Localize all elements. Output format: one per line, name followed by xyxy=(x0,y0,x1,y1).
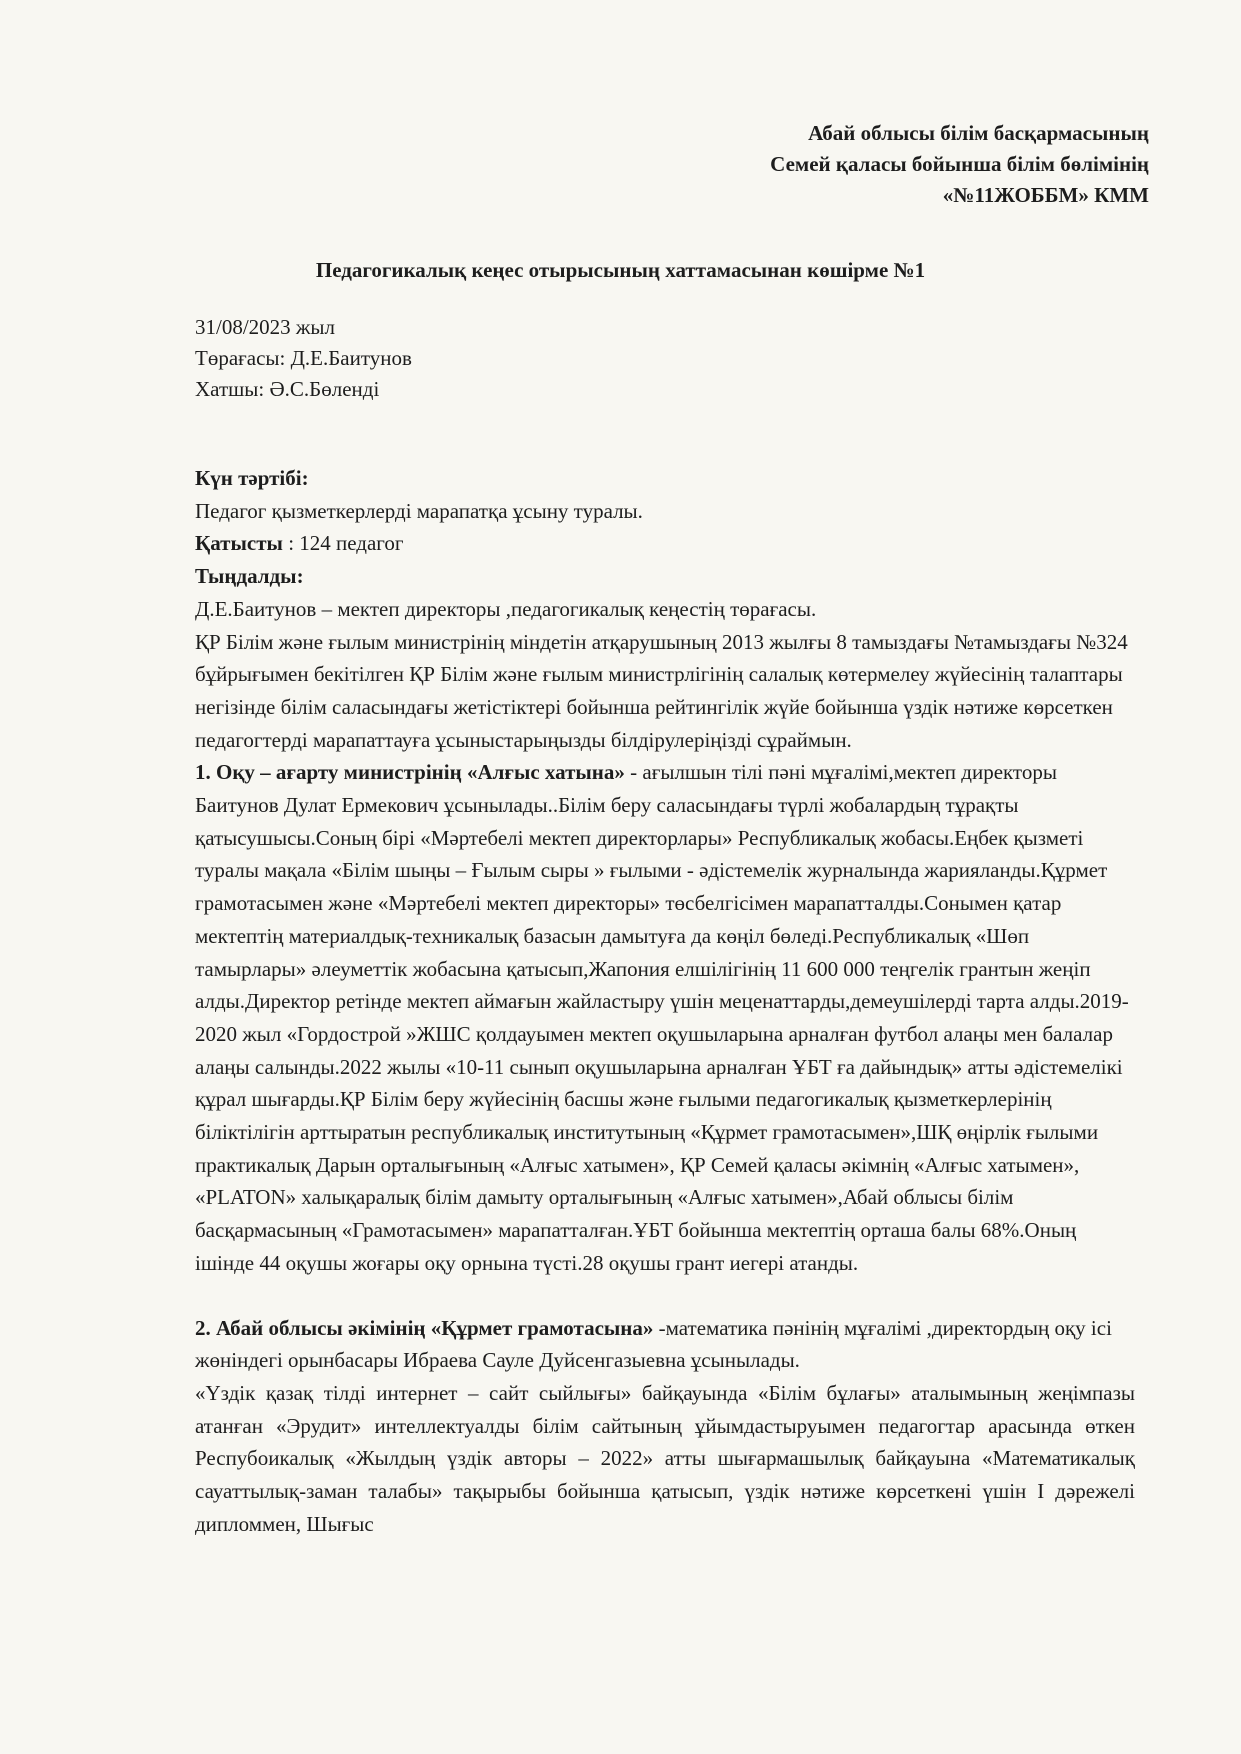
paragraph-gap xyxy=(195,1280,1135,1312)
meeting-secretary: Хатшы: Ә.С.Бөленді xyxy=(195,377,380,401)
award-item-1 xyxy=(195,756,1135,1279)
attendance-line xyxy=(195,527,1135,560)
attendance-label: Қатысты xyxy=(195,531,283,556)
award-item-2 xyxy=(195,1312,1135,1377)
protocol-body xyxy=(195,462,1135,1541)
award-item-2-lead: 2. Абай облысы әкімінің «Құрмет грамотасына» xyxy=(195,1315,654,1340)
attendance-text: : 124 педагог xyxy=(282,531,404,556)
award-item-1-text: - ағылшын тілі пәні мұғалімі,мектеп директоры Баитунов Дулат Ермекович ұсынылады..Білім беру саласындағы түрлі жобалардың тұрақты қатысушысы.Соның бірі «Мәртебелі мектеп директорлары» Республикалық жобасы.Еңбек қызметі туралы мақала «Білім шыңы – Ғылым сыры » ғылыми - әдістемелік журналында жарияланды.Құрмет грамотасымен және «Мәртебелі мектеп директоры» төсбелгісімен марапатталды.Сонымен қатар мектептің материалдық-техникалық базасын дамытуға да көңіл бөледі.Республикалық «Шөп тамырлары» әлеуметтік жобасына қатысып,Жапония елшілігінің 11 600 000 теңгелік грантын жеңіп алды.Директор ретінде мектеп аймағын жайластыру үшін меценаттарды,демеушілерді тарта алды.2019-2020 жыл «Гордострой »ЖШС қолдауымен мектеп оқушыларына арналған футбол алаңы мен балалар алаңы салынды.2022 жылы «10-11 сынып оқушыларына арналған ҰБТ ға дайындық» атты әдістемелікі құрал шығарды.ҚР Білім беру жүйесінің басшы және ғылыми педагогикалық қызметкерлерінің біліктілігін арттыратын республикалық институтының «Құрмет грамотасымен»,ШҚ өңірлік ғылыми практикалық Дарын орталығының «Алғыс хатымен», ҚР Семей қаласы әкімнің «Алғыс хатымен», «PLATON» халықаралық білім дамыту орталығының «Алғыс хатымен»,Абай облысы білім басқармасының «Грамотасымен» марапатталған.ҰБТ бойынша мектептің орташа балы 68%.Оның ішінде 44 оқушы жоғары оқу орнына түсті.28 оқушы грант иегері атанды. xyxy=(195,760,1129,1275)
award-item-1-lead: 1. Оқу – ағарту министрінің «Алғыс хатына» xyxy=(195,760,625,785)
agenda-label: Күн тәртібі: xyxy=(195,466,309,490)
header-line-2: Семей қаласы бойынша білім бөлімінің xyxy=(770,152,1149,176)
meeting-meta xyxy=(195,312,412,405)
meeting-date: 31/08/2023 жыл xyxy=(195,315,336,339)
header-line-3: «№11ЖОББМ» КММ xyxy=(942,183,1149,207)
award-item-2-text: -математика пәнінің мұғалімі ,директордың оқу ісі жөніндегі орынбасары Ибраева Сауле Дуйсенгазыевна ұсынылады. xyxy=(195,1315,1112,1373)
heard-paragraph: ҚР Білім және ғылым министрінің міндетін атқарушының 2013 жылғы 8 тамыздағы №тамыздағы №324 бұйрығымен бекітілген ҚР Білім және ғылым министрлігінің салалық көтермелеу жүйесінің талаптары негізінде білім саласындағы жетістіктері бойынша рейтингілік жүйе бойынша үздік нәтиже көрсеткен педагогтерді марапаттауға ұсыныстарыңызды білдірулеріңізді сұраймын. xyxy=(195,629,1128,752)
agenda-text: Педагог қызметкерлерді марапатқа ұсыну туралы. xyxy=(195,498,643,523)
organization-header xyxy=(770,118,1149,211)
heard-speaker: Д.Е.Баитунов – мектеп директоры ,педагогикалық кеңестің төрағасы. xyxy=(195,596,817,621)
document-title: Педагогикалық кеңес отырысының хаттамасынан көшірме №1 xyxy=(315,258,926,282)
header-line-1: Абай облысы білім басқармасының xyxy=(808,121,1149,145)
heard-label: Тыңдалды: xyxy=(195,564,304,589)
meeting-chair: Төрағасы: Д.Е.Баитунов xyxy=(195,346,412,370)
award-item-2-continuation: «Үздік қазақ тілді интернет – сайт сыйлығы» байқауында «Білім бұлағы» аталымының жеңімпазы атанған «Эрудит» интеллектуалды білім сайтының ұйымдастыруымен педагогтар арасында өткен Респубоикалық «Жылдың үздік авторы – 2022» атты шығармашылық байқауына «Математикалық сауаттылық-заман талабы» тақырыбы бойынша қатысып, үздік нәтиже көрсеткені үшін І дәрежелі дипломмен, Шығыс xyxy=(195,1380,1135,1536)
